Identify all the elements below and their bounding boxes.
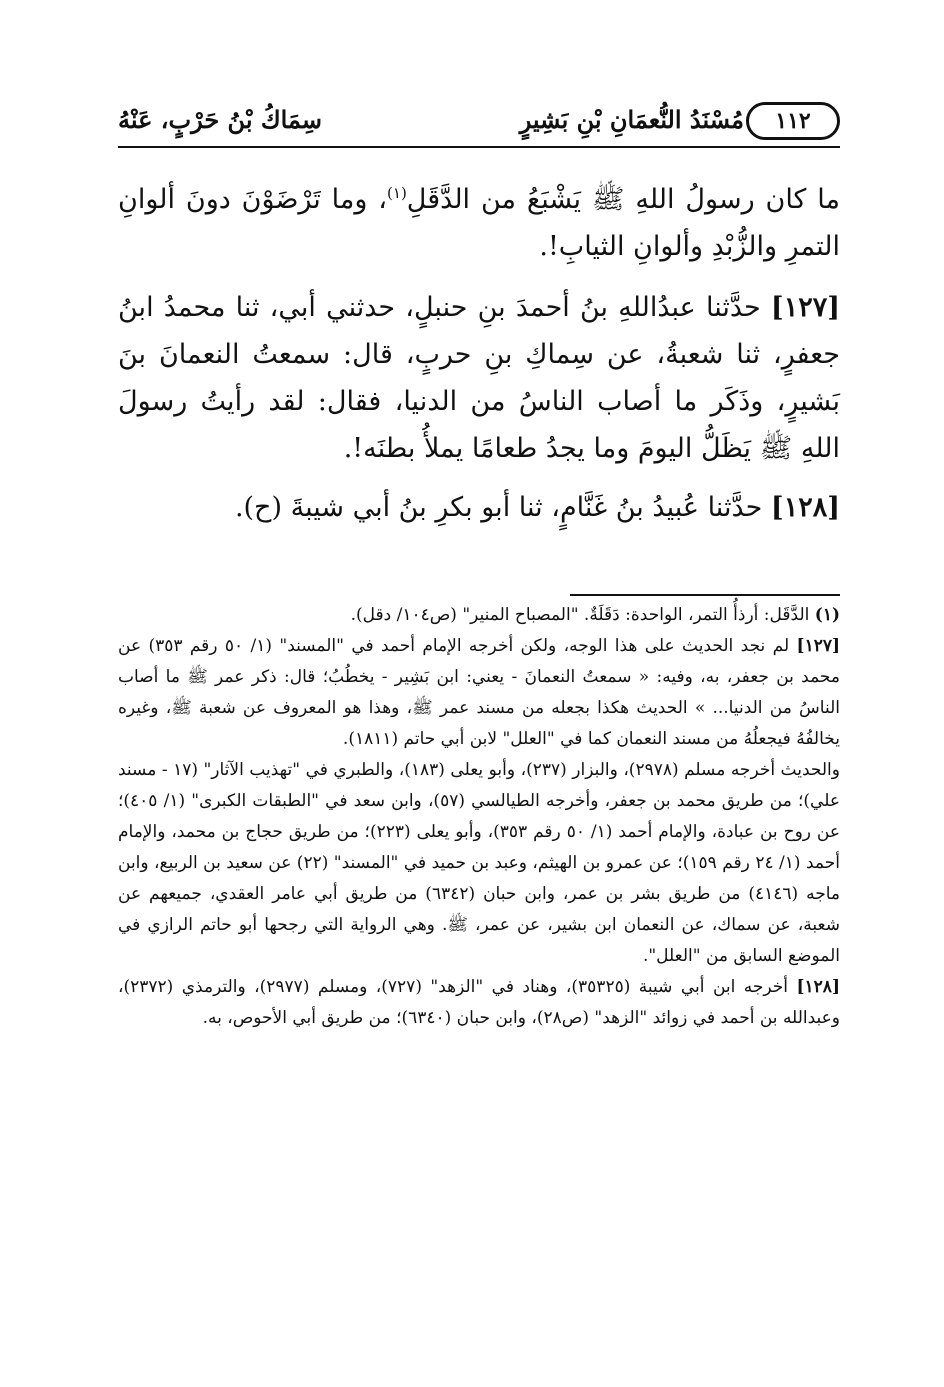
footnote-number: [١٢٨] (796, 977, 840, 997)
paragraph-continuation (118, 176, 840, 270)
hadith-128 (118, 484, 840, 531)
footnote-text: أخرجه ابن أبي شيبة (٣٥٣٢٥)، وهناد في "الزهد" (٧٢٧)، ومسلم (٢٩٧٧)، والترمذي (٢٣٧٢)، وعبدالله بن أحمد في زوائد "الزهد" (ص٢٨)، وابن حبان (٦٣٤٠)؛ من طريق أبي الأحوص، به. (118, 977, 840, 1028)
footnote-text: الدَّقَل: أرذأُ التمر، الواحدة: دَقَلَةٌ. "المصباح المنير" (ص١٠٤/ دقل). (350, 605, 810, 625)
footnote-128 (118, 972, 840, 1034)
footnote-marker: (١) (387, 184, 407, 202)
footnote-number: (١) (814, 605, 840, 625)
hadith-text: حدَّثنا عبدُاللهِ بنُ أحمدَ بنِ حنبلٍ، حدثني أبي، ثنا محمدُ ابنُ جعفرٍ، ثنا شعبةُ، عن سِماكِ بنِ حربٍ، قال: سمعتُ النعمانَ بنَ بَشيرٍ، وذَكَر ما أصاب الناسُ من الدنيا، فقال: لقد رأيتُ رسولَ اللهِ ﷺ يَظَلُّ اليومَ وما يجدُ طعامًا يملأُ بطنَه!. (118, 292, 840, 464)
header-subtitle: سِمَاكُ بْنُ حَرْبٍ، عَنْهُ (118, 105, 322, 134)
footnote-text: والحديث أخرجه مسلم (٢٩٧٨)، والبزار (٢٣٧)، وأبو يعلى (١٨٣)، والطبري في "تهذيب الآثار" (١٧ - مسند علي)؛ من طريق محمد بن جعفر، وأخرجه الطيالسي (٥٧)، وابن سعد في "الطبقات الكبرى" (١/ ٤٠٥)؛ عن روح بن عبادة، والإمام أحمد (١/ ٥٠ رقم ٣٥٣)، وأبو يعلى (٢٢٣)؛ من طريق حجاج بن محمد، والإمام أحمد (١/ ٢٤ رقم ١٥٩)؛ عن عمرو بن الهيثم، وعبد بن حميد في "المسند" (٢٢) عن سعيد بن الربيع، وابن ماجه (٤١٤٦) من طريق بشر بن عمر، وابن حبان (٦٣٤٢) من طريق أبي عامر العقدي، جميعهم عن شعبة، عن سماك، عن النعمان ابن بشير، عن عمر، ﷺ. وهي الرواية التي رجحها أبو حاتم الرازي في الموضع السابق من "العلل". (118, 760, 841, 966)
header-title: مُسْنَدُ النُّعمَانِ بْنِ بَشِيرٍ (519, 105, 744, 134)
main-text (118, 176, 840, 543)
hadith-127 (118, 284, 840, 472)
hadith-number: [١٢٨] (770, 492, 840, 523)
footnote-127 (118, 631, 840, 755)
footnotes (118, 600, 840, 1034)
footnote-text: لم نجد الحديث على هذا الوجه، ولكن أخرجه الإمام أحمد في "المسند" (١/ ٥٠ رقم ٣٥٣) عن محمد بن جعفر، به، وفيه: « سمعتُ النعمانَ - يعني: ابن بَشِير - يخطُبُ؛ قال: ذكر عمر ﷺ ما أصاب الناسُ من الدنيا... » الحديث هكذا بجعله من مسند عمر ﷺ، وهذا هو المعروف عن شعبة ﷺ، وغيره يخالفُهُ فيجعلُهُ من مسند النعمان كما في "العلل" لابن أبي حاتم (١٨١١). (118, 636, 840, 749)
footnote-number: [١٢٧] (796, 636, 841, 656)
running-header (118, 98, 840, 144)
hadith-number: [١٢٧] (770, 292, 840, 323)
footnote-127-continued (118, 755, 840, 972)
header-divider (118, 146, 840, 148)
paragraph-text: ما كان رسولُ اللهِ ﷺ يَشْبَعُ من الدَّقَلِ (406, 184, 840, 215)
hadith-text: حدَّثنا عُبيدُ بنُ غَنَّامٍ، ثنا أبو بكرِ بنُ أبي شيبةَ (ح). (234, 492, 763, 523)
footnote-1 (118, 600, 840, 631)
page-number: ١١٢ (746, 102, 840, 140)
footnote-divider (570, 594, 840, 596)
paragraph-text: ، وما تَرْضَوْنَ دونَ ألوانِ التمرِ والزُّبْدِ وألوانِ الثيابِ!. (118, 184, 840, 262)
